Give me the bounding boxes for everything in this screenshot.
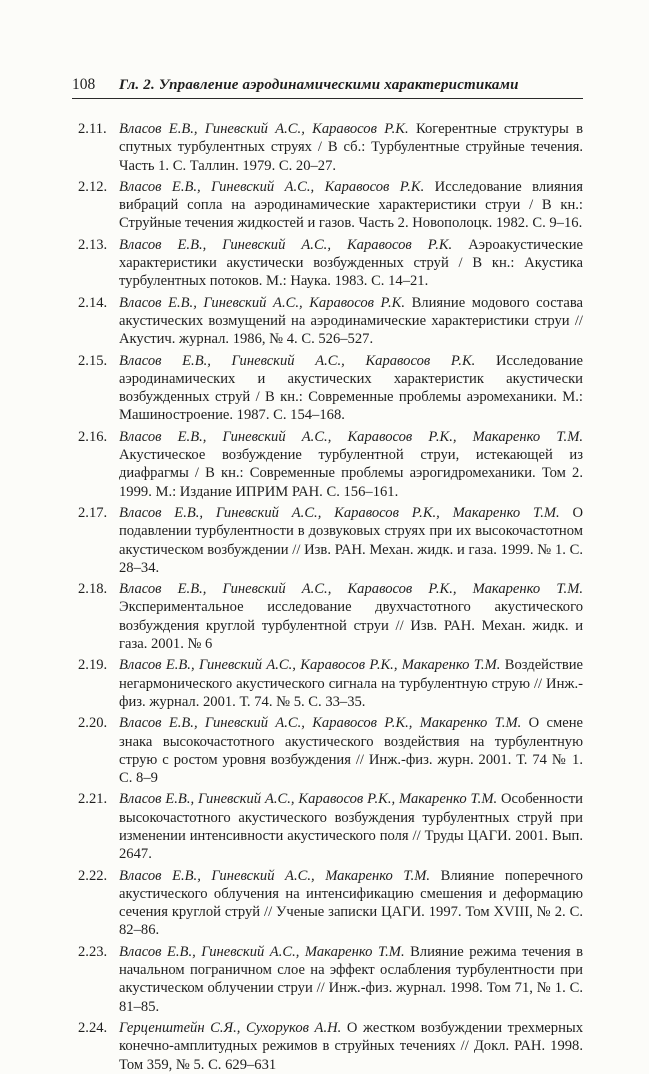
reference-number: 2.20. <box>78 715 108 732</box>
reference-body <box>119 580 583 653</box>
reference-entry <box>72 943 583 1016</box>
reference-body <box>119 352 583 425</box>
reference-text: О смене знака высокочастотного акустического воздействия на турбулентную струю с ростом уровня возбуждения // Инж.-физ. журн. 2001. Т. 74 № 1. С. 8–9 <box>119 715 583 787</box>
reference-list <box>72 120 583 1074</box>
reference-text: Аэроакустические характеристики акустически возбужденных струй / В кн.: Акустика турбулентных потоков. М.: Наука. 1983. С. 14–21. <box>119 236 583 290</box>
reference-authors: Власов Е.В., Гиневский А.С., Каравосов Р.К. <box>119 294 405 311</box>
reference-body <box>119 714 583 787</box>
reference-authors: Власов Е.В., Гиневский А.С., Каравосов Р.К. <box>119 236 453 253</box>
reference-entry <box>72 867 583 940</box>
reference-authors: Власов Е.В., Гиневский А.С., Каравосов Р.К., Макаренко Т.М. <box>119 428 583 445</box>
reference-number: 2.12. <box>78 178 108 195</box>
reference-text: Влияние режима течения в начальном пограничном слое на эффект ослабления турбулентности при акустическом облучении струи // Инж.-физ. журнал. 1998. Том 71, № 1. С. 81–85. <box>119 943 583 1015</box>
reference-number: 2.24. <box>78 1019 108 1036</box>
reference-entry <box>72 790 583 863</box>
reference-text: Когерентные структуры в спутных турбулентных струях / В сб.: Турбулентные струйные течения. Часть 1. С. Таллин. 1979. С. 20–27. <box>119 121 584 174</box>
reference-entry <box>72 428 583 501</box>
reference-authors: Власов Е.В., Гиневский А.С., Макаренко Т.М. <box>119 867 431 884</box>
reference-body <box>119 428 583 501</box>
reference-text: О подавлении турбулентности в дозвуковых струях при их высокочастотном акустическом возбуждении // Изв. РАН. Механ. жидк. и газа. 1999. № 1. С. 28–34. <box>119 504 584 576</box>
reference-entry <box>72 504 583 577</box>
reference-number: 2.22. <box>78 867 108 884</box>
reference-entry <box>72 714 583 787</box>
reference-text: Особенности высокочастотного акустического возбуждения турбулентных струй при изменении интенсивности акустического поля // Труды ЦАГИ. 2001. Вып. 2647. <box>119 791 583 863</box>
reference-body <box>119 120 583 175</box>
reference-text: Экспериментальное исследование двухчастотного акустического возбуждения круглой турбулентной струи // Изв. РАН. Механ. жидк. и газа. 2001. № 6 <box>119 599 583 653</box>
reference-entry <box>72 1019 583 1074</box>
reference-authors: Власов Е.В., Гиневский А.С., Каравосов Р.К. <box>119 121 409 137</box>
chapter-title: Гл. 2. Управление аэродинамическими характеристиками <box>119 77 519 93</box>
reference-number: 2.17. <box>78 504 108 521</box>
reference-number: 2.19. <box>78 657 108 674</box>
reference-authors: Власов Е.В., Гиневский А.С., Каравосов Р.К., Макаренко Т.М. <box>119 657 501 674</box>
reference-number: 2.11. <box>78 121 107 137</box>
reference-body <box>119 1019 583 1074</box>
reference-text: Исследование аэродинамических и акустических характеристик акустически возбужденных струй / В кн.: Современные проблемы аэромеханики. М.: Машиностроение. 1987. С. 154–168. <box>119 352 583 424</box>
reference-number: 2.23. <box>78 943 108 960</box>
reference-entry <box>72 580 583 653</box>
reference-number: 2.21. <box>78 791 108 808</box>
reference-body <box>119 236 583 291</box>
reference-authors: Власов Е.В., Гиневский А.С., Каравосов Р.К., Макаренко Т.М. <box>119 715 522 732</box>
reference-number: 2.13. <box>78 236 108 253</box>
page-number: 108 <box>72 76 96 93</box>
reference-number: 2.16. <box>78 428 108 445</box>
reference-text: Влияние модового состава акустических возмущений на аэродинамические характеристики струи // Акустич. журнал. 1986, № 4. С. 526–527. <box>119 294 583 348</box>
reference-body <box>119 178 583 233</box>
reference-body <box>119 504 583 577</box>
reference-text: Исследование влияния вибраций сопла на аэродинамические характеристики струи / В кн.: Струйные течения жидкостей и газов. Часть 2. Новополоцк. 1982. С. 9–16. <box>119 178 583 232</box>
reference-entry <box>72 236 583 291</box>
reference-body <box>119 790 583 863</box>
reference-authors: Власов Е.В., Гиневский А.С., Каравосов Р.К. <box>119 352 476 369</box>
reference-text: Акустическое возбуждение турбулентной струи, истекающей из диафрагмы / В кн.: Современные проблемы аэрогидромеханики. Том 2. 1999. М.: Издание ИПРИМ РАН. С. 156–161. <box>119 447 583 500</box>
reference-authors: Власов Е.В., Гиневский А.С., Каравосов Р.К., Макаренко Т.М. <box>119 581 583 598</box>
reference-body <box>119 294 583 349</box>
reference-body <box>119 656 583 711</box>
reference-authors: Власов Е.В., Гиневский А.С., Каравосов Р.К. <box>119 178 425 195</box>
reference-authors: Власов Е.В., Гиневский А.С., Каравосов Р.К., Макаренко Т.М. <box>119 504 560 521</box>
reference-text: Воздействие негармонического акустического сигнала на турбулентную струю // Инж.-физ. журнал. 2001. Т. 74. № 5. С. 33–35. <box>119 657 584 710</box>
reference-entry <box>72 656 583 711</box>
reference-number: 2.15. <box>78 352 108 369</box>
reference-text: О жестком возбуждении трехмерных конечно-амплитудных режимов в струйных течениях // Докл. РАН. 1998. Том 359, № 5. С. 629–631 <box>119 1019 583 1073</box>
reference-entry <box>72 352 583 425</box>
running-header <box>72 76 583 99</box>
reference-number: 2.14. <box>78 294 108 311</box>
reference-entry <box>72 120 583 175</box>
reference-body <box>119 943 583 1016</box>
reference-text: Влияние поперечного акустического облучения на интенсификацию смешения и деформацию сечения круглой струй // Ученые записки ЦАГИ. 1997. Том XVIII, № 2. С. 82–86. <box>119 867 583 939</box>
reference-entry <box>72 294 583 349</box>
reference-authors: Власов Е.В., Гиневский А.С., Макаренко Т.М. <box>119 943 405 960</box>
reference-authors: Власов Е.В., Гиневский А.С., Каравосов Р.К., Макаренко Т.М. <box>119 791 498 808</box>
reference-number: 2.18. <box>78 581 108 598</box>
reference-body <box>119 867 583 940</box>
reference-authors: Герценштейн С.Я., Сухоруков А.Н. <box>119 1019 342 1036</box>
reference-entry <box>72 178 583 233</box>
